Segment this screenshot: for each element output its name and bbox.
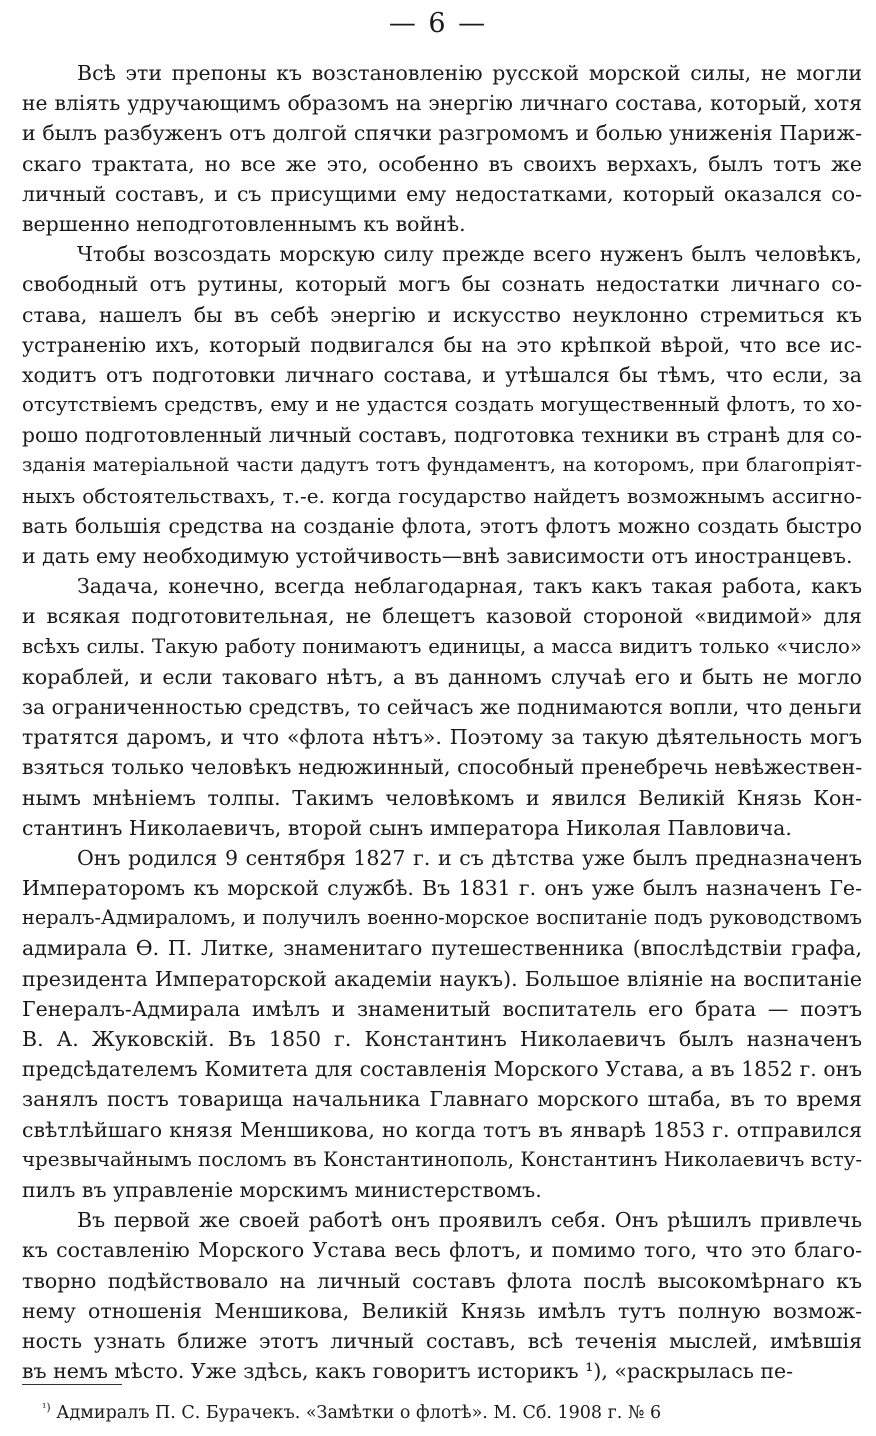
text-line: стантинъ Николаевичъ, второй сынъ императора Николая Павловича. [22, 815, 792, 840]
paragraph [22, 571, 862, 843]
text-line: за ограниченностью средствъ, то сейчасъ же поднимаются вопли, что деньги [22, 694, 862, 719]
text-line: адмирала Ѳ. П. Литке, знаменитаго путешественника (впослѣдствіи графа, [22, 936, 862, 961]
text-line: и всякая подготовительная, не блещетъ казовой стороной «видимой» для [22, 604, 862, 629]
text-line: Задача, конечно, всегда неблагодарная, такъ какъ такая работа, какъ [77, 574, 862, 599]
text-line: вать большія средства на созданіе флота, этотъ флотъ можно создать быстро [22, 513, 862, 538]
text-line: пилъ въ управленіе морскимъ министерствомъ. [22, 1177, 542, 1202]
page-number: — 6 — [388, 8, 488, 39]
text-line: чрезвычайнымъ посломъ въ Константинополь, Константинъ Николаевичъ всту- [22, 1147, 862, 1171]
text-line: вершенно неподготовленнымъ къ войнѣ. [22, 211, 466, 236]
text-line: кораблей, и если таковаго нѣтъ, а въ данномъ случаѣ его и быть не могло [22, 664, 862, 689]
footnote-divider [22, 1384, 122, 1385]
text-line: ходитъ отъ подготовки личнаго состава, и утѣшался бы тѣмъ, что если, за [22, 362, 862, 387]
paragraph [22, 239, 862, 571]
text-line: рошо подготовленный личный составъ, подготовка техники въ странѣ для со- [22, 423, 862, 448]
text-line: къ составленію Морского Устава весь флотъ, и помимо того, что это благо- [22, 1238, 862, 1263]
text-line: и былъ разбуженъ отъ долгой спячки разгромомъ и болью униженія Париж- [22, 121, 862, 146]
footnote-marker: ¹) [42, 1401, 51, 1414]
text-line: ныхъ обстоятельствахъ, т.-е. когда государство найдетъ возможнымъ ассигно- [22, 483, 862, 508]
text-line: Всѣ эти препоны къ возстановленію русской морской силы, не могли [77, 61, 862, 85]
body-text [22, 58, 862, 1386]
text-line: взяться только человѣкъ недюжинный, способный пренебречь невѣжествен- [22, 755, 862, 780]
text-line: личный составъ, и съ присущими ему недостатками, который оказался со- [22, 181, 862, 206]
text-line: въ немъ мѣсто. Уже здѣсь, какъ говоритъ историкъ ¹), «раскрылась пе- [22, 1359, 794, 1384]
text-line: нералъ-Адмираломъ, и получилъ военно-морское воспитаніе подъ руководствомъ [22, 906, 862, 930]
text-line: отсутствіемъ средствъ, ему и не удастся создать могущественный флотъ, то хо- [22, 393, 862, 417]
text-line: нымъ мнѣніемъ толпы. Такимъ человѣкомъ и явился Великій Князь Кон- [22, 785, 862, 810]
text-line: свѣтлѣйшаго князя Меншикова, но когда тотъ въ январѣ 1853 г. отправился [22, 1117, 862, 1142]
footnote [42, 1401, 661, 1423]
text-line: президента Императорской академіи наукъ). Большое вліяніе на воспитаніе [22, 966, 862, 991]
text-line: нему отношенія Меншикова, Великій Князь имѣлъ тутъ полную возмож- [22, 1298, 862, 1323]
text-line: става, нашелъ бы въ себѣ энергію и искусство неуклонно стремиться къ [22, 302, 862, 327]
text-line: устраненію ихъ, который подвигался бы на это крѣпкой вѣрой, что все ис- [22, 332, 862, 357]
paragraph [22, 1205, 862, 1386]
paragraph [22, 58, 862, 239]
text-line: всѣхъ силы. Такую работу понимаютъ единицы, а масса видитъ только «число» [22, 634, 862, 658]
text-line: творно подѣйствовало на личный составъ флота послѣ высокомѣрнаго къ [22, 1268, 862, 1293]
text-line: В. А. Жуковскій. Въ 1850 г. Константинъ Николаевичъ былъ назначенъ [22, 1027, 862, 1051]
text-line: свободный отъ рутины, который могъ бы сознать недостатки личнаго со- [22, 272, 862, 297]
text-line: занялъ постъ товарища начальника Главнаго морского штаба, въ то время [22, 1087, 862, 1112]
footnote-text: Адмиралъ П. С. Бурачекъ. «Замѣтки о флотѣ». М. Сб. 1908 г. № 6 [56, 1402, 662, 1423]
text-line: Въ первой же своей работѣ онъ проявилъ себя. Онъ рѣшилъ привлечь [77, 1208, 862, 1233]
text-line: Чтобы возсоздать морскую силу прежде всего нуженъ былъ человѣкъ, [77, 242, 862, 267]
text-line: и дать ему необходимую устойчивость—внѣ зависимости отъ иностранцевъ. [22, 544, 853, 568]
text-line: Генералъ-Адмирала имѣлъ и знаменитый воспитатель его брата — поэтъ [22, 996, 862, 1021]
text-line: скаго трактата, но все же это, особенно въ своихъ верхахъ, былъ тотъ же [22, 151, 862, 176]
paragraph [22, 843, 862, 1205]
text-line: ность узнать ближе этотъ личный составъ, всѣ теченія мыслей, имѣвшія [22, 1328, 862, 1353]
text-line: предсѣдателемъ Комитета для составленія Морского Устава, а въ 1852 г. онъ [22, 1057, 862, 1082]
text-line: Императоромъ къ морской службѣ. Въ 1831 г. онъ уже былъ назначенъ Ге- [22, 876, 862, 901]
text-line: не вліять удручающимъ образомъ на энергію личнаго состава, который, хотя [22, 91, 862, 116]
text-line: Онъ родился 9 сентября 1827 г. и съ дѣтства уже былъ предназначенъ [77, 845, 862, 870]
text-line: зданія матеріальной части дадутъ тотъ фундаментъ, на которомъ, при благопріят- [22, 454, 862, 477]
text-line: тратятся даромъ, и что «флота нѣтъ». Поэтому за такую дѣятельность могъ [22, 725, 862, 750]
